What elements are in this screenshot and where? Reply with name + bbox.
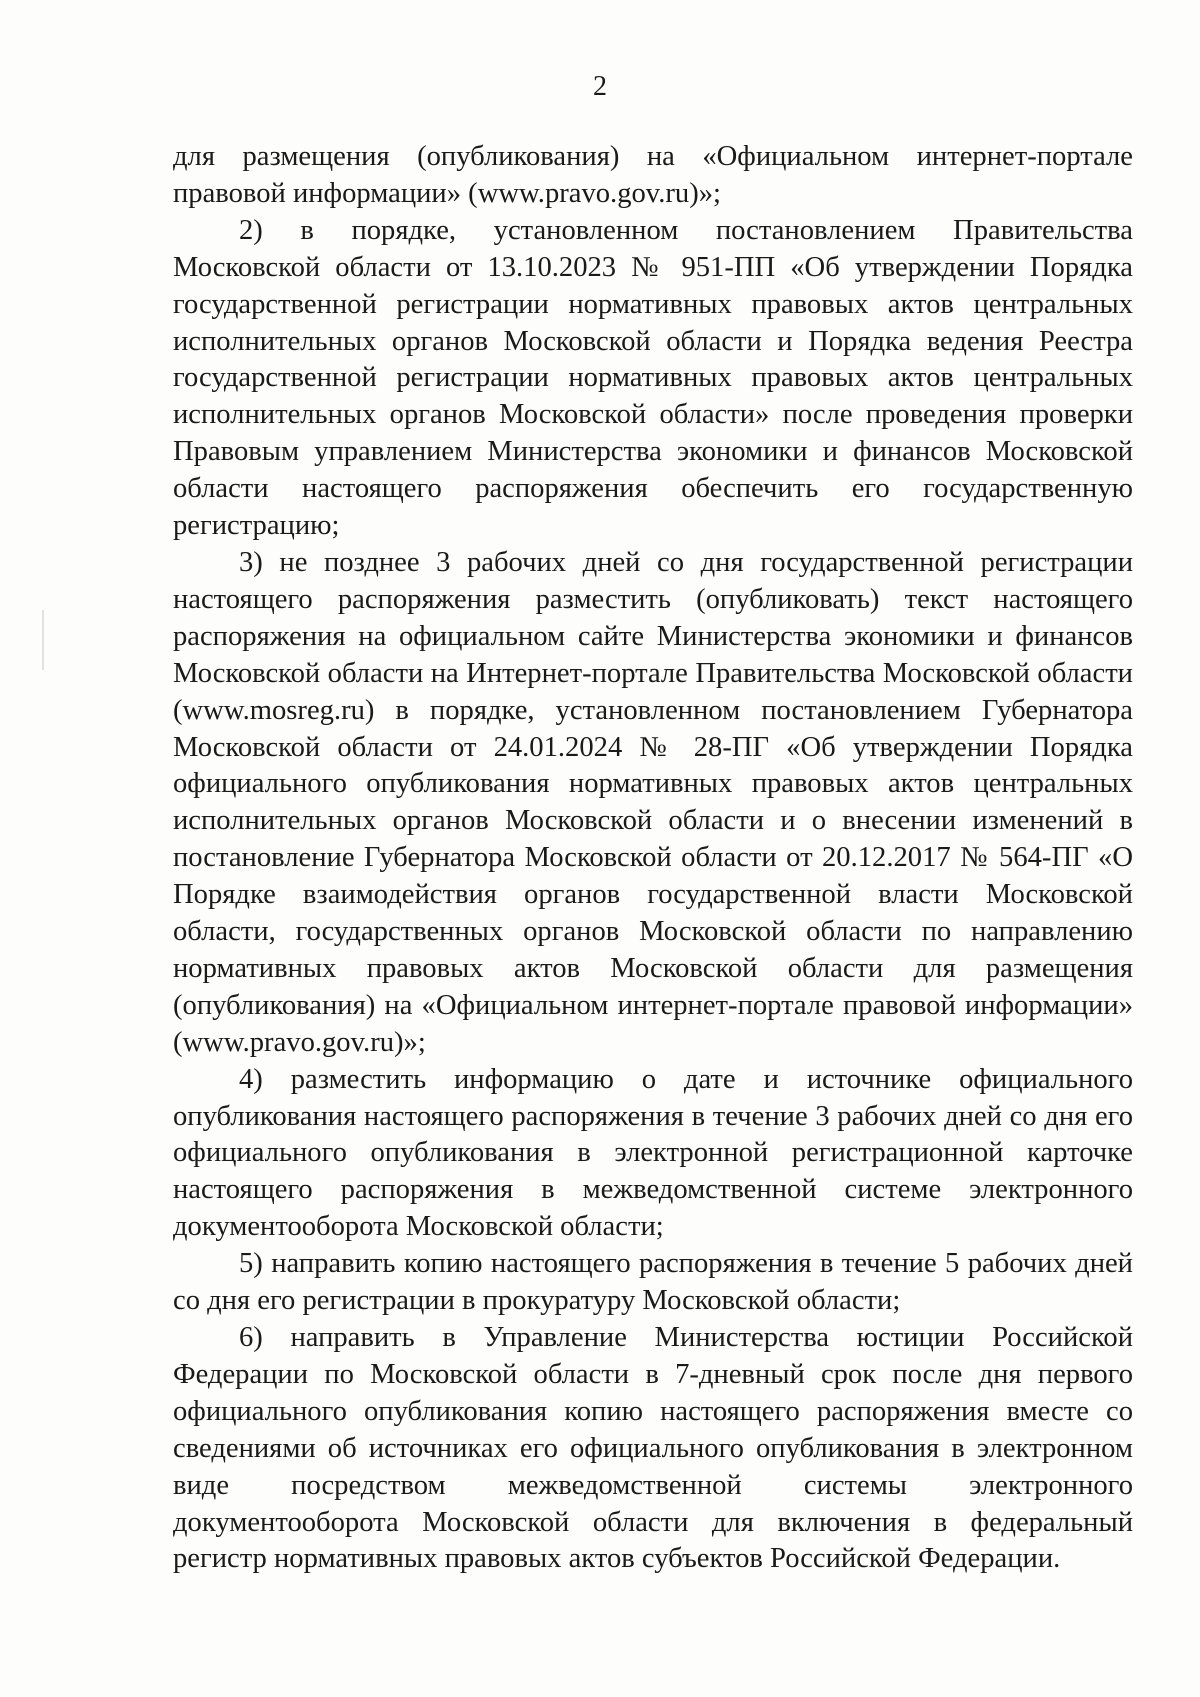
- paragraph-continuation: для размещения (опубликования) на «Официальном интернет-портале правовой информации» (www.pravo.gov.ru)»;: [173, 141, 1133, 209]
- paragraph-item-2: 2) в порядке, установленном постановлением Правительства Московской области от 13.10.2023 № 951-ПП «Об утверждении Порядка государственной регистрации нормативных правовых актов центральных исполнительных органов Московской области и Порядка ведения Реестра государственной регистрации нормативных правовых актов центральных исполнительных органов Московской области» после проведения проверки Правовым управлением Министерства экономики и финансов Московской области настоящего распоряжения обеспечить его государственную регистрацию;: [173, 214, 1133, 542]
- paragraph-item-4: 4) разместить информацию о дате и источнике официального опубликования настоящего распоряжения в течение 3 рабочих дней со дня его официального опубликования в электронной регистрационной карточке настоящего распоряжения в межведомственной системе электронного документооборота Московской области;: [173, 1063, 1133, 1243]
- paragraph-item-3: 3) не позднее 3 рабочих дней со дня государственной регистрации настоящего распоряжения разместить (опубликовать) текст настоящего распоряжения на официальном сайте Министерства экономики и финансов Московской области на Интернет-портале Правительства Московской области (www.mosreg.ru) в порядке, установленном постановлением Губернатора Московской области от 24.01.2024 № 28-ПГ «Об утверждении Порядка официального опубликования нормативных правовых актов центральных исполнительных органов Московской области и о внесении изменений в постановление Губернатора Московской области от 20.12.2017 № 564-ПГ «О Порядке взаимодействия органов государственной власти Московской области, государственных органов Московской области по направлению нормативных правовых актов Московской области для размещения (опубликования) на «Официальном интернет-портале правовой информации» (www.pravo.gov.ru)»;: [173, 546, 1133, 1058]
- paragraph-item-5: 5) направить копию настоящего распоряжения в течение 5 рабочих дней со дня его регистрации в прокуратуру Московской области;: [173, 1248, 1133, 1317]
- document-body: [173, 139, 1133, 1578]
- page-number: 2: [593, 71, 607, 102]
- paragraph-item-6: 6) направить в Управление Министерства юстиции Российской Федерации по Московской области в 7-дневный срок после дня первого официального опубликования копию настоящего распоряжения вместе со сведениями об источниках его официального опубликования в электронном виде посредством межведомственной системы электронного документооборота Московской области для включения в федеральный регистр нормативных правовых актов субъектов Российской Федерации.: [173, 1322, 1133, 1575]
- scan-artifact-mark: [42, 610, 44, 670]
